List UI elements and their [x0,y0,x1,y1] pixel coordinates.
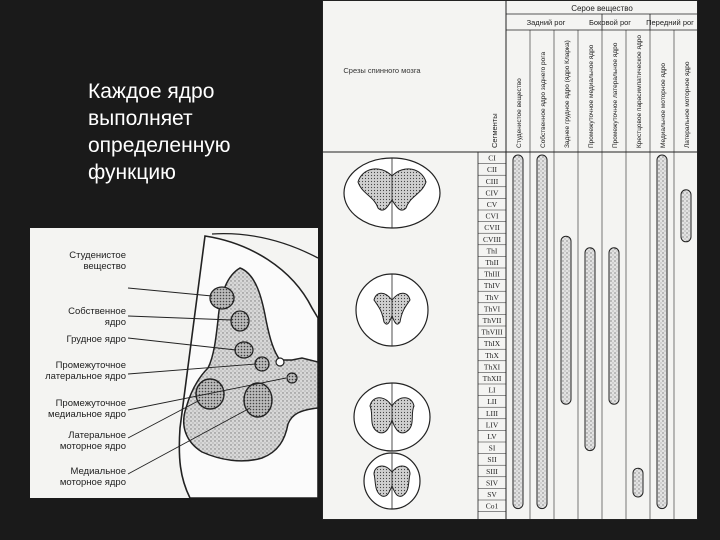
segment-label: CI [488,153,496,163]
column-header: Крестцовое парасимпатическое ядро [636,35,643,148]
nucleus-extent-bar [681,190,691,242]
caption-line: определенную [88,134,231,157]
medial-motor-nucleus [244,383,272,417]
caption-line: выполняет [88,107,193,130]
segment-label: ThVI [483,304,501,314]
slide-caption [88,78,288,186]
label-intermediomedial-nucleus [30,398,126,420]
segment-label: CIII [485,176,499,186]
column-header: Студенистое вещество [516,78,523,148]
caption-line: функцию [88,161,176,184]
column-header: Собственное ядро заднего рога [540,51,547,148]
label-line: ядро [104,317,126,328]
horn-header-posterior: Задний рог [526,18,566,27]
caption-line: Каждое ядро [88,80,215,103]
segment-label: ThXI [483,362,501,372]
segment-label: SII [487,455,497,465]
segment-label: ThIX [483,339,501,349]
segment-label: ThIV [483,281,501,291]
nucleus-extent-bar [513,155,523,509]
label-gelatinous-substance [30,250,126,272]
section-thoracic [356,274,428,346]
segment-label: SV [487,490,497,499]
segment-label: LII [487,397,497,407]
proper-nucleus [231,311,249,331]
nucleus-extent-bar [585,248,595,451]
label-line: вещество [83,261,126,272]
nucleus-extent-bar [561,236,571,404]
segment-label: CIV [485,188,499,198]
label-medial-motor-nucleus [30,466,126,488]
horn-header-lateral: Боковой рог [588,18,632,27]
thoracic-nucleus [235,342,253,358]
section-cervical [344,158,440,228]
label-lateral-motor-nucleus [30,430,126,452]
label-line: моторное ядро [59,477,126,488]
intermediolateral-nucleus [255,357,269,371]
segment-label: SIII [486,466,498,476]
segment-label: LIII [485,408,499,418]
label-line: Промежуточное [55,360,126,371]
horn-header-anterior: Передний рог [646,18,694,27]
column-header: Медиальное моторное ядро [660,62,667,148]
segment-label: ThV [485,292,499,302]
segment-label: SIV [485,478,499,488]
label-intermediolateral-nucleus [30,360,126,382]
column-header: Латеральное моторное ядро [684,61,691,148]
label-line: Студенистое [69,250,126,261]
segment-label: CVI [485,211,499,221]
nucleus-extent-bar [537,155,547,509]
gelatinous-substance [210,287,234,309]
intermediomedial-nucleus [287,373,297,383]
spinal-cord-nuclei-figure [30,228,318,498]
nuclei-distribution-table [322,0,698,520]
segment-label: ThII [485,258,499,267]
column-header: Промежуточное латеральное ядро [612,42,619,148]
segment-label: CVIII [483,234,501,244]
segment-label: ThI [486,246,498,256]
label-line: Грудное ядро [66,334,126,345]
section-sacral [364,453,420,509]
label-line: латеральное ядро [45,371,126,382]
segments-header: Сегменты [490,113,499,148]
segment-label: ThIII [484,269,500,279]
segment-label: LV [487,432,497,441]
table-title: Серое вещество [571,4,633,13]
label-line: моторное ядро [59,441,126,452]
column-header: Заднее грудное ядро (ядро Кларка) [564,40,571,148]
layers-label: Срезы спинного мозга [343,66,421,75]
segment-label: SI [488,443,496,453]
segment-label: ThVII [482,316,502,325]
label-line: медиальное ядро [48,409,126,420]
segment-label: CII [487,165,497,175]
segment-label: ThX [485,350,499,360]
table-drawing [322,0,698,520]
label-line: Промежуточное [55,398,126,409]
segment-label: CVII [484,223,500,233]
label-line: Латеральное [68,430,126,441]
label-proper-nucleus [30,306,126,328]
segment-label: Co1 [485,501,499,511]
lateral-motor-nucleus [196,379,224,409]
segment-label: ThXII [482,374,502,383]
segment-label: LIV [485,420,499,430]
label-line: Собственное [68,306,126,317]
nucleus-extent-bar [633,468,643,497]
segment-label: CV [486,200,498,209]
section-lumbar [354,383,430,451]
segment-label: ThVIII [481,327,503,337]
nucleus-extent-bar [609,248,619,404]
column-header: Промежуточное медиальное ядро [588,44,595,148]
nucleus-extent-bar [657,155,667,509]
label-thoracic-nucleus [30,334,126,345]
segment-label: LI [488,385,496,395]
central-canal [276,358,284,366]
label-line: Медиальное [70,466,126,477]
